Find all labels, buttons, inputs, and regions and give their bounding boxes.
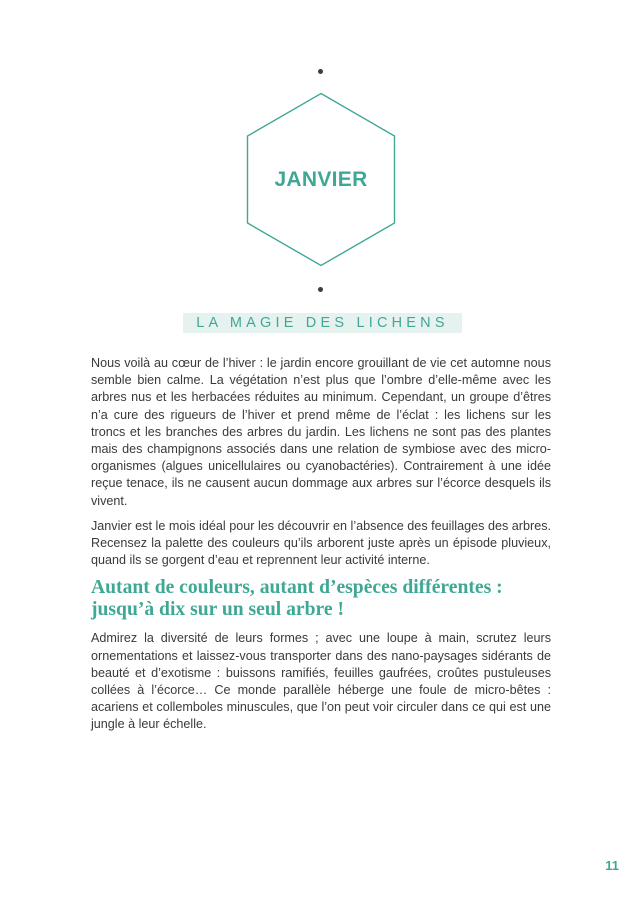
month-title: JANVIER xyxy=(274,168,368,191)
article-body xyxy=(91,355,551,742)
top-ornament-dot xyxy=(318,69,323,74)
page-number: 11 xyxy=(605,858,619,873)
bottom-ornament-dot xyxy=(318,287,323,292)
closing-paragraph: Admirez la diversité de leurs formes ; avec une loupe à main, scrutez leurs ornementations et laissez-vous transporter dans des nano-paysages sidérants de beauté et d’exotisme : buissons ramifiés, feuilles gaufrées, croûtes pustuleuses collées à l’écorce… Ce monde parallèle héberge une foule de micro-bêtes : acariens et collemboles minuscules, que l’on peut voir circuler dans ce qui est une jungle à leur échelle. xyxy=(91,631,551,732)
intro-paragraph: Nous voilà au cœur de l’hiver : le jardin encore grouillant de vie cet automne nous semble bien calme. La végétation n’est plus que l’ombre d’elle-même avec les arbres nus et les herbacées réduites au minimum. Cependant, un groupe d’êtres n’a cure des rigueurs de l’hiver et prend même de l’éclat : les lichens sur les troncs et les branches des arbres du jardin. Les lichens ne sont pas des plantes mais des champignons associés dans une relation de symbiose avec des micro-organismes (algues unicellulaires ou cyanobactéries). Contrairement à une idée reçue tenace, ils ne causent aucun dommage aux arbres sur l’écorce desquels ils vivent. xyxy=(91,356,551,508)
section-heading: Autant de couleurs, autant d’espèces différentes : jusqu’à dix sur un seul arbre ! xyxy=(91,577,503,621)
section-subtitle: LA MAGIE DES LICHENS xyxy=(196,315,449,331)
second-paragraph: Janvier est le mois idéal pour les découvrir en l’absence des feuillages des arbres. Recensez la palette des couleurs qu’ils arborent juste après un épisode pluvieux, quand ils se gorgent d’eau et reprennent leur activité interne. xyxy=(91,518,551,568)
